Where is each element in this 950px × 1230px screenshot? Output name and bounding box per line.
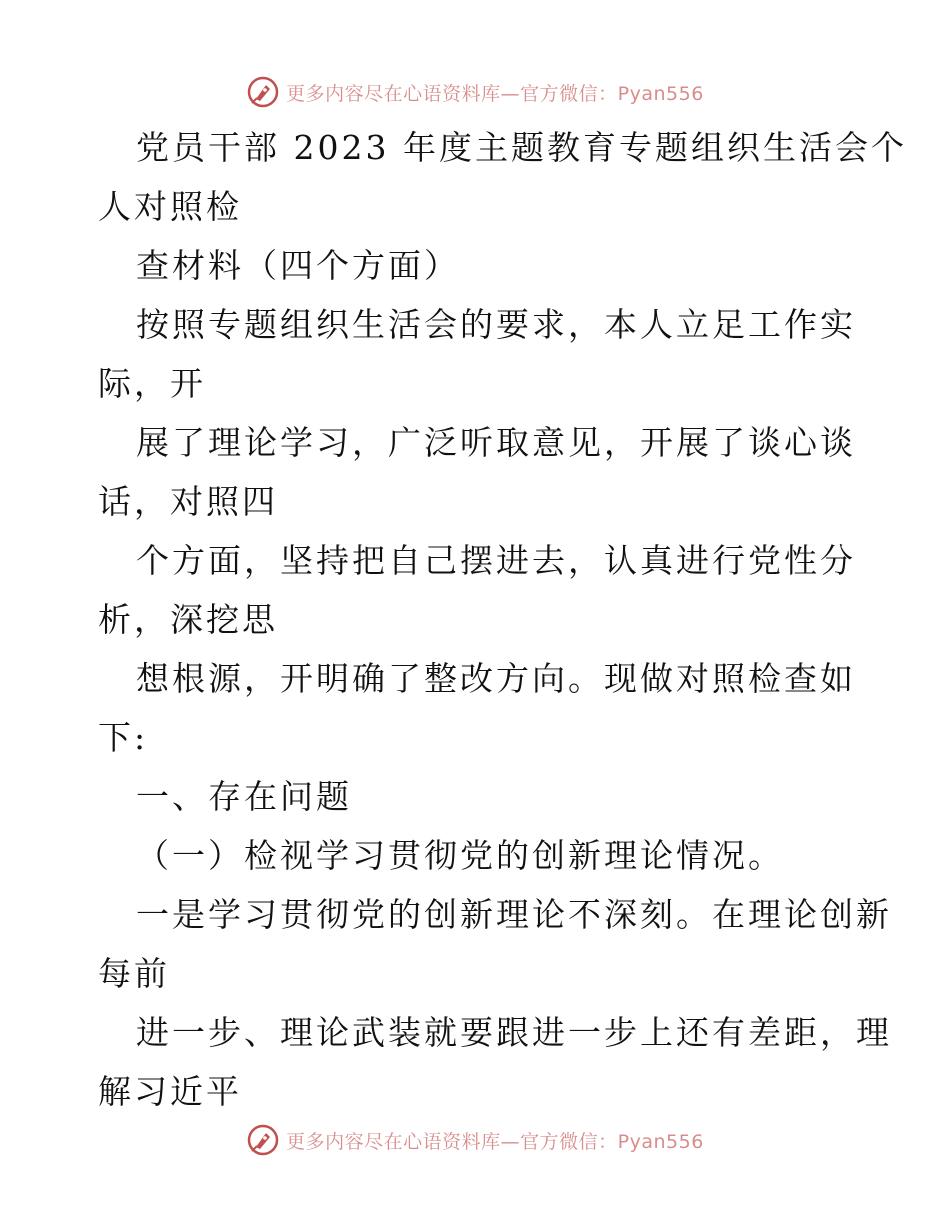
section-heading: 一、存在问题 bbox=[136, 777, 352, 816]
paragraph-line-wrap: 解习近平 bbox=[98, 1072, 242, 1111]
paragraph-line-wrap: 析，深挖思 bbox=[98, 600, 278, 639]
paragraph-line: 个方面，坚持把自己摆进去，认真进行党性分 bbox=[136, 541, 856, 580]
paragraph-line-wrap: 每前 bbox=[98, 954, 170, 993]
pen-nib-logo-icon bbox=[246, 1123, 280, 1157]
watermark-text: 更多内容尽在心语资料库—官方微信：Pyan556 bbox=[286, 1130, 704, 1153]
pen-nib-logo-icon bbox=[246, 75, 280, 109]
title-line: 党员干部 2023 年度主题教育专题组织生活会个 bbox=[136, 128, 907, 167]
paragraph-line-wrap: 际，开 bbox=[98, 364, 206, 403]
paragraph-line-wrap: 话，对照四 bbox=[98, 482, 278, 521]
subsection-heading: （一）检视学习贯彻党的创新理论情况。 bbox=[136, 836, 784, 875]
watermark-text: 更多内容尽在心语资料库—官方微信：Pyan556 bbox=[286, 82, 704, 105]
watermark-footer bbox=[0, 1120, 950, 1160]
title-line: 查材料（四个方面） bbox=[136, 246, 460, 285]
title-line-wrap: 人对照检 bbox=[98, 187, 242, 226]
document-body bbox=[98, 118, 907, 1121]
paragraph-line: 一是学习贯彻党的创新理论不深刻。在理论创新 bbox=[136, 895, 892, 934]
paragraph-line: 进一步、理论武装就要跟进一步上还有差距，理 bbox=[136, 1013, 892, 1052]
watermark-header bbox=[0, 72, 950, 112]
paragraph-line: 按照专题组织生活会的要求，本人立足工作实 bbox=[136, 305, 856, 344]
paragraph-line-wrap: 下: bbox=[98, 718, 149, 757]
paragraph-line: 展了理论学习，广泛听取意见，开展了谈心谈 bbox=[136, 423, 856, 462]
paragraph-line: 想根源，开明确了整改方向。现做对照检查如 bbox=[136, 659, 856, 698]
